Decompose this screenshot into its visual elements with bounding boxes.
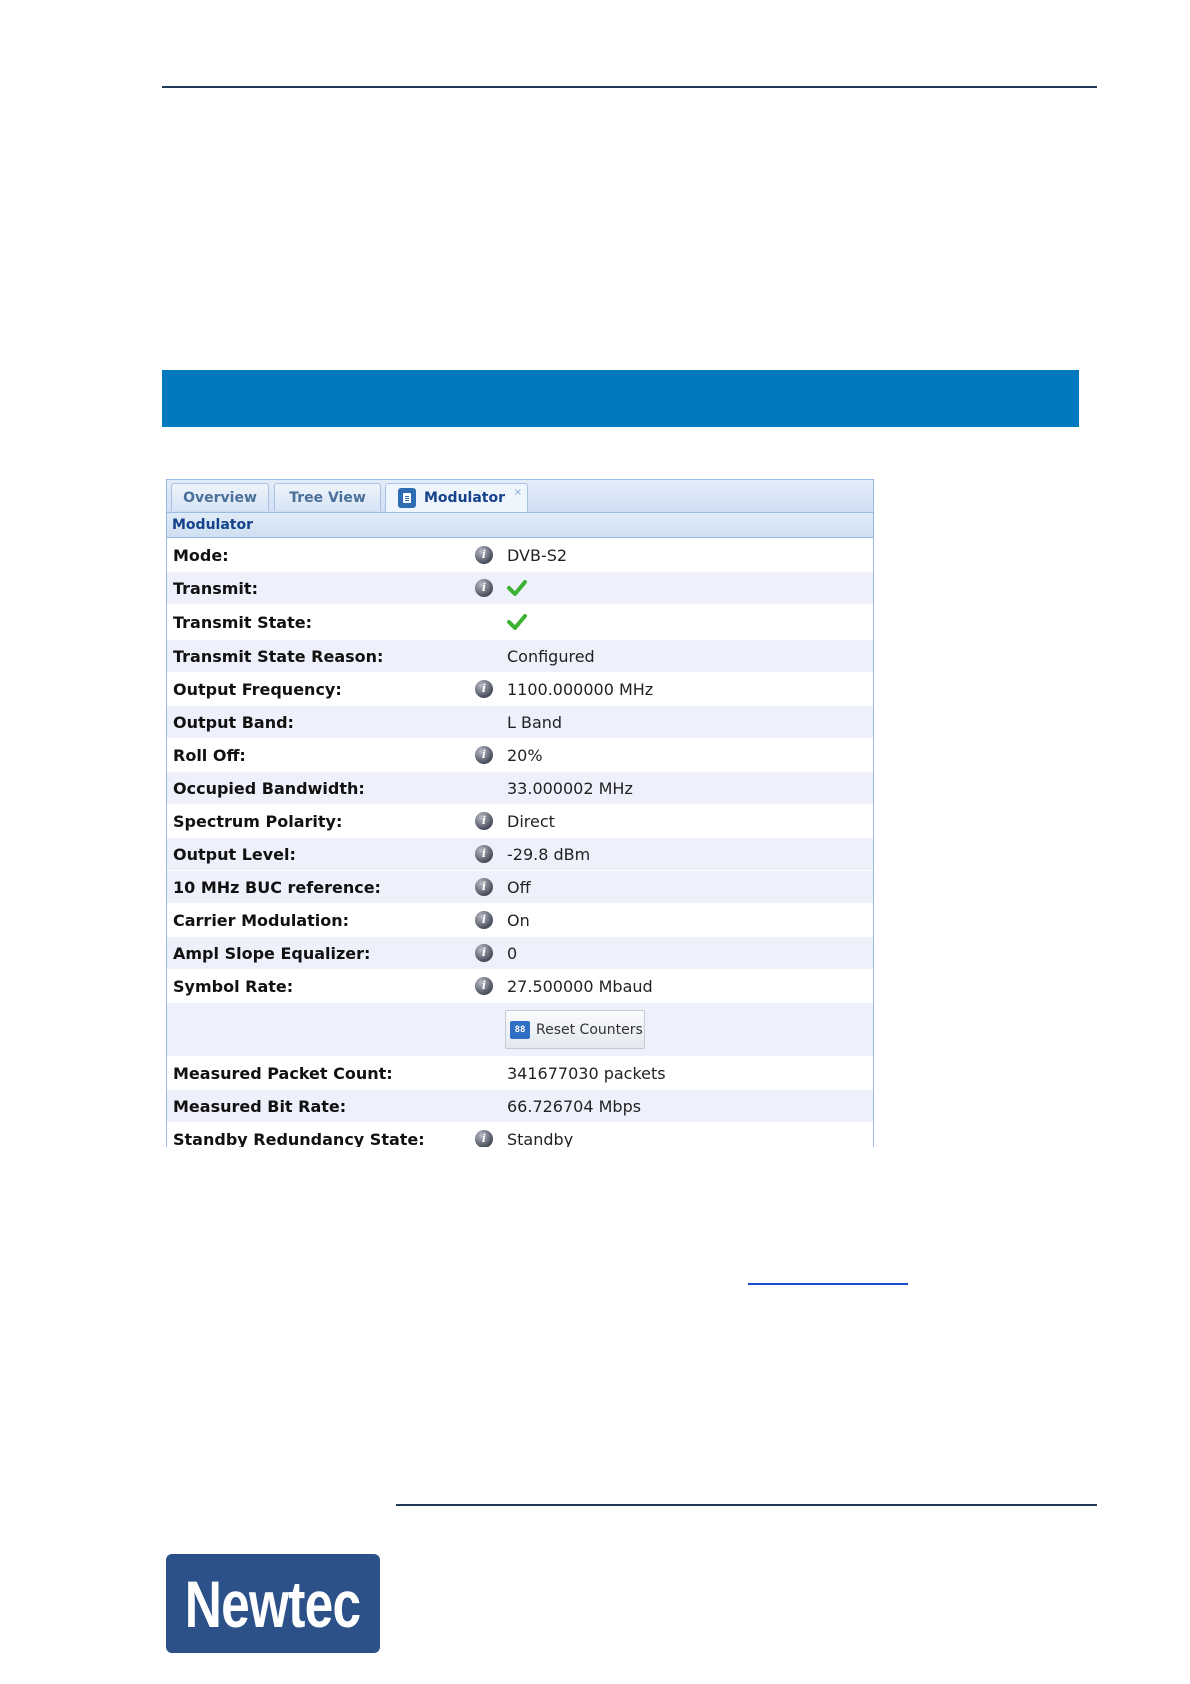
info-icon[interactable]: i (475, 878, 493, 896)
property-label: Output Level: (173, 844, 296, 864)
property-grid (167, 539, 873, 1147)
tab-tree-view[interactable] (274, 483, 381, 511)
info-icon[interactable]: i (475, 845, 493, 863)
property-label: Output Band: (173, 712, 294, 732)
property-row-mode (167, 539, 873, 572)
header-rule (162, 86, 1097, 88)
property-label: Measured Bit Rate: (173, 1096, 347, 1116)
info-icon[interactable]: i (475, 944, 493, 962)
property-label: Transmit State Reason: (173, 646, 384, 666)
property-label: Transmit: (173, 578, 258, 598)
property-label: Symbol Rate: (173, 976, 294, 996)
tab-label: Modulator (424, 490, 505, 506)
property-row-symbol-rate (167, 970, 873, 1003)
green-check-icon (507, 579, 527, 597)
property-row-occupied-bandwidth (167, 772, 873, 805)
property-value: 66.726704 Mbps (507, 1096, 642, 1116)
property-value: DVB-S2 (507, 545, 568, 565)
property-value: Configured (507, 646, 595, 666)
property-row-reset-counters (167, 1003, 873, 1057)
property-label: Spectrum Polarity: (173, 811, 343, 831)
property-value: 341677030 packets (507, 1063, 666, 1083)
property-row-measured-bit-rate (167, 1090, 873, 1123)
property-row-output-frequency (167, 673, 873, 706)
counter-icon: 88 (510, 1021, 530, 1039)
tab-label: Tree View (289, 489, 366, 506)
green-check-icon (507, 613, 527, 631)
tab-strip (167, 480, 873, 513)
property-row-standby-redundancy-state (167, 1123, 873, 1147)
info-icon[interactable]: i (475, 911, 493, 929)
info-icon[interactable]: i (475, 746, 493, 764)
property-row-output-level (167, 838, 873, 871)
property-value: 33.000002 MHz (507, 778, 633, 798)
property-label: Carrier Modulation: (173, 910, 350, 930)
document-icon (398, 488, 416, 508)
property-row-spectrum-polarity (167, 805, 873, 838)
property-label: Standby Redundancy State: (173, 1129, 425, 1147)
logo-wordmark: Newtec (185, 1566, 361, 1641)
tab-label: Overview (183, 489, 257, 506)
property-value: On (507, 910, 530, 930)
property-row-ampl-slope-equalizer (167, 937, 873, 970)
property-value: 1100.000000 MHz (507, 679, 654, 699)
tab-modulator[interactable] (385, 483, 528, 512)
property-row-carrier-modulation (167, 904, 873, 937)
section-heading-band (162, 370, 1079, 427)
newtec-logo (166, 1554, 380, 1653)
reset-counters-label: Reset Counters (536, 1021, 643, 1038)
property-row-transmit-state-reason (167, 640, 873, 673)
property-label: 10 MHz BUC reference: (173, 877, 381, 897)
property-label: Occupied Bandwidth: (173, 778, 365, 798)
property-value: Off (507, 877, 531, 897)
property-label: Mode: (173, 545, 229, 565)
property-row-measured-packet-count (167, 1057, 873, 1090)
property-label: Measured Packet Count: (173, 1063, 393, 1083)
close-icon[interactable]: × (513, 487, 522, 498)
panel-title: Modulator (167, 513, 873, 538)
info-icon[interactable]: i (475, 977, 493, 995)
property-value: 0 (507, 943, 518, 963)
property-label: Roll Off: (173, 745, 246, 765)
info-icon[interactable]: i (475, 1130, 493, 1147)
info-icon[interactable]: i (475, 680, 493, 698)
footer-rule (396, 1504, 1097, 1506)
property-value: 27.500000 Mbaud (507, 976, 653, 996)
property-row-output-band (167, 706, 873, 739)
info-icon[interactable]: i (475, 546, 493, 564)
property-label: Transmit State: (173, 612, 312, 632)
property-row-roll-off (167, 739, 873, 772)
info-icon[interactable]: i (475, 579, 493, 597)
modulator-panel (166, 479, 874, 1147)
property-label: Output Frequency: (173, 679, 342, 699)
property-value: Direct (507, 811, 555, 831)
property-row-transmit-state (167, 605, 873, 640)
property-value: L Band (507, 712, 563, 732)
reset-counters-button[interactable] (505, 1010, 645, 1049)
property-row-transmit (167, 572, 873, 605)
tab-overview[interactable] (171, 483, 269, 511)
hyperlink-underline[interactable] (748, 1283, 908, 1285)
property-label: Ampl Slope Equalizer: (173, 943, 371, 963)
property-row-buc-reference (167, 871, 873, 904)
property-value: 20% (507, 745, 543, 765)
property-value: -29.8 dBm (507, 844, 591, 864)
info-icon[interactable]: i (475, 812, 493, 830)
property-value: Standby (507, 1129, 574, 1147)
